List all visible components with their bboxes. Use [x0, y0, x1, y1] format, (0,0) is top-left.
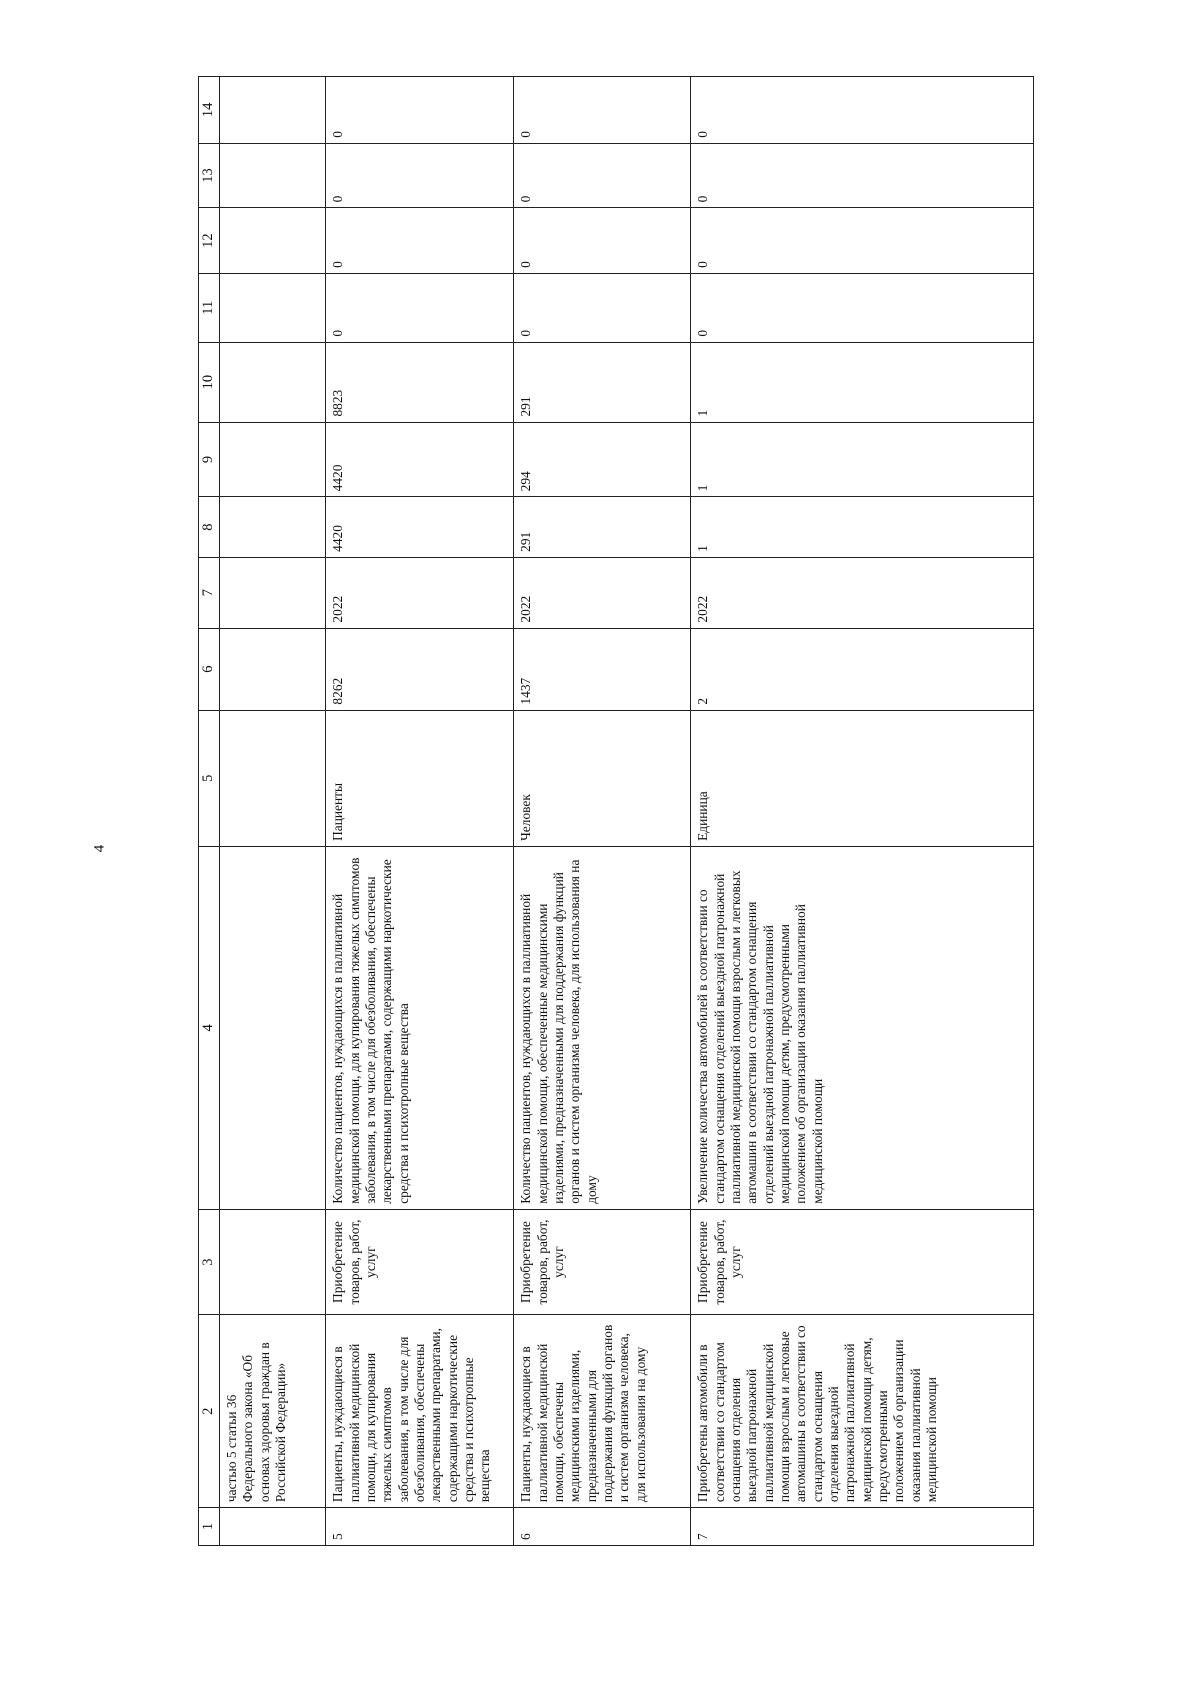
value-cell: 291	[514, 342, 691, 422]
value-cell	[220, 143, 326, 208]
value-cell	[220, 77, 326, 144]
row-number: 5	[326, 1508, 514, 1546]
column-header: 14	[199, 77, 220, 144]
page-number: 4	[91, 844, 108, 853]
result-cell: частью 5 статьи 36 Федерального закона «Об основах здоровья граждан в Российской Федерации»	[220, 1315, 326, 1508]
event-type-cell: Приобретение товаров, работ, услуг	[514, 1209, 691, 1315]
year-cell: 2022	[326, 557, 514, 628]
value-cell: 0	[514, 77, 691, 144]
event-type-cell: Приобретение товаров, работ, услуг	[691, 1209, 1034, 1315]
table-row	[514, 77, 691, 1546]
column-header: 9	[199, 422, 220, 497]
column-header: 3	[199, 1209, 220, 1315]
value-cell: 0	[691, 143, 1034, 208]
unit-cell: Человек	[514, 710, 691, 846]
value-cell: 0	[691, 208, 1034, 274]
value-cell	[220, 628, 326, 710]
value-cell: 2	[691, 628, 1034, 710]
value-cell: 1437	[514, 628, 691, 710]
column-header: 13	[199, 143, 220, 208]
unit-cell: Единица	[691, 710, 1034, 846]
table-row	[220, 77, 326, 1546]
header-row	[199, 77, 220, 1546]
value-cell	[220, 422, 326, 497]
column-header: 7	[199, 557, 220, 628]
value-cell: 291	[514, 497, 691, 557]
event-type-cell	[220, 1209, 326, 1315]
row-number: 6	[514, 1508, 691, 1546]
unit-cell: Пациенты	[326, 710, 514, 846]
table-row	[691, 77, 1034, 1546]
value-cell: 0	[691, 273, 1034, 342]
column-header: 6	[199, 628, 220, 710]
value-cell: 0	[326, 273, 514, 342]
rotated-table-wrapper	[198, 76, 1034, 1546]
value-cell: 0	[514, 273, 691, 342]
column-header: 1	[199, 1508, 220, 1546]
event-type-cell: Приобретение товаров, работ, услуг	[326, 1209, 514, 1315]
row-number	[220, 1508, 326, 1546]
value-cell: 294	[514, 422, 691, 497]
value-cell	[220, 208, 326, 274]
value-cell: 1	[691, 422, 1034, 497]
table-row	[326, 77, 514, 1546]
value-cell: 0	[514, 208, 691, 274]
value-cell: 0	[326, 208, 514, 274]
result-cell: Приобретены автомобили в соответствии со стандартом оснащения отделения выездной патронажной паллиативной медицинской помощи взрослым и легковые автомашины в соответствии со стандартом оснащения отделения выездной патронажной паллиативной медицинской помощи детям, предусмотренными положением об организации оказания паллиативной медицинской помощи	[691, 1315, 1034, 1508]
column-header: 8	[199, 497, 220, 557]
value-cell: 1	[691, 342, 1034, 422]
indicator-cell: Увеличение количества автомобилей в соответствии со стандартом оснащения отделений выездной патронажной паллиативной медицинской помощи взрослым и легковых автомашин в соответствии со стандартом оснащения отделений выездной патронажной паллиативной медицинской помощи детям, предусмотренными положением об организации оказания паллиативной медицинской помощи	[691, 846, 1034, 1209]
value-cell: 0	[691, 77, 1034, 144]
value-cell: 1	[691, 497, 1034, 557]
value-cell	[220, 497, 326, 557]
result-cell: Пациенты, нуждающиеся в паллиативной медицинской помощи, обеспечены медицинскими изделиями, предназначенными для поддержания функций органов и систем организма человека, для использования на дому	[514, 1315, 691, 1508]
row-number: 7	[691, 1508, 1034, 1546]
value-cell	[220, 273, 326, 342]
indicator-cell	[220, 846, 326, 1209]
year-cell	[220, 557, 326, 628]
value-cell: 8823	[326, 342, 514, 422]
unit-cell	[220, 710, 326, 846]
column-header: 2	[199, 1315, 220, 1508]
indicators-table	[198, 76, 1034, 1546]
value-cell: 4420	[326, 422, 514, 497]
column-header: 11	[199, 273, 220, 342]
indicator-cell: Количество пациентов, нуждающихся в паллиативной медицинской помощи, для купирования тяжелых симптомов заболевания, в том числе для обезболивания, обеспечены лекарственными препаратами, содержащими наркотические средства и психотропные вещества	[326, 846, 514, 1209]
indicator-cell: Количество пациентов, нуждающихся в паллиативной медицинской помощи, обеспеченные медицинскими изделиями, предназначенными для поддержания функций органов и систем организма человека, для использования на дому	[514, 846, 691, 1209]
value-cell: 0	[514, 143, 691, 208]
result-cell: Пациенты, нуждающиеся в паллиативной медицинской помощи, для купирования тяжелых симптомов заболевания, в том числе для обезболивания, обеспечены лекарственными препаратами, содержащими наркотические средства и психотропные вещества	[326, 1315, 514, 1508]
column-header: 5	[199, 710, 220, 846]
year-cell: 2022	[514, 557, 691, 628]
value-cell: 0	[326, 143, 514, 208]
value-cell: 0	[326, 77, 514, 144]
column-header: 12	[199, 208, 220, 274]
column-header: 10	[199, 342, 220, 422]
value-cell	[220, 342, 326, 422]
value-cell: 4420	[326, 497, 514, 557]
column-header: 4	[199, 846, 220, 1209]
year-cell: 2022	[691, 557, 1034, 628]
value-cell: 8262	[326, 628, 514, 710]
